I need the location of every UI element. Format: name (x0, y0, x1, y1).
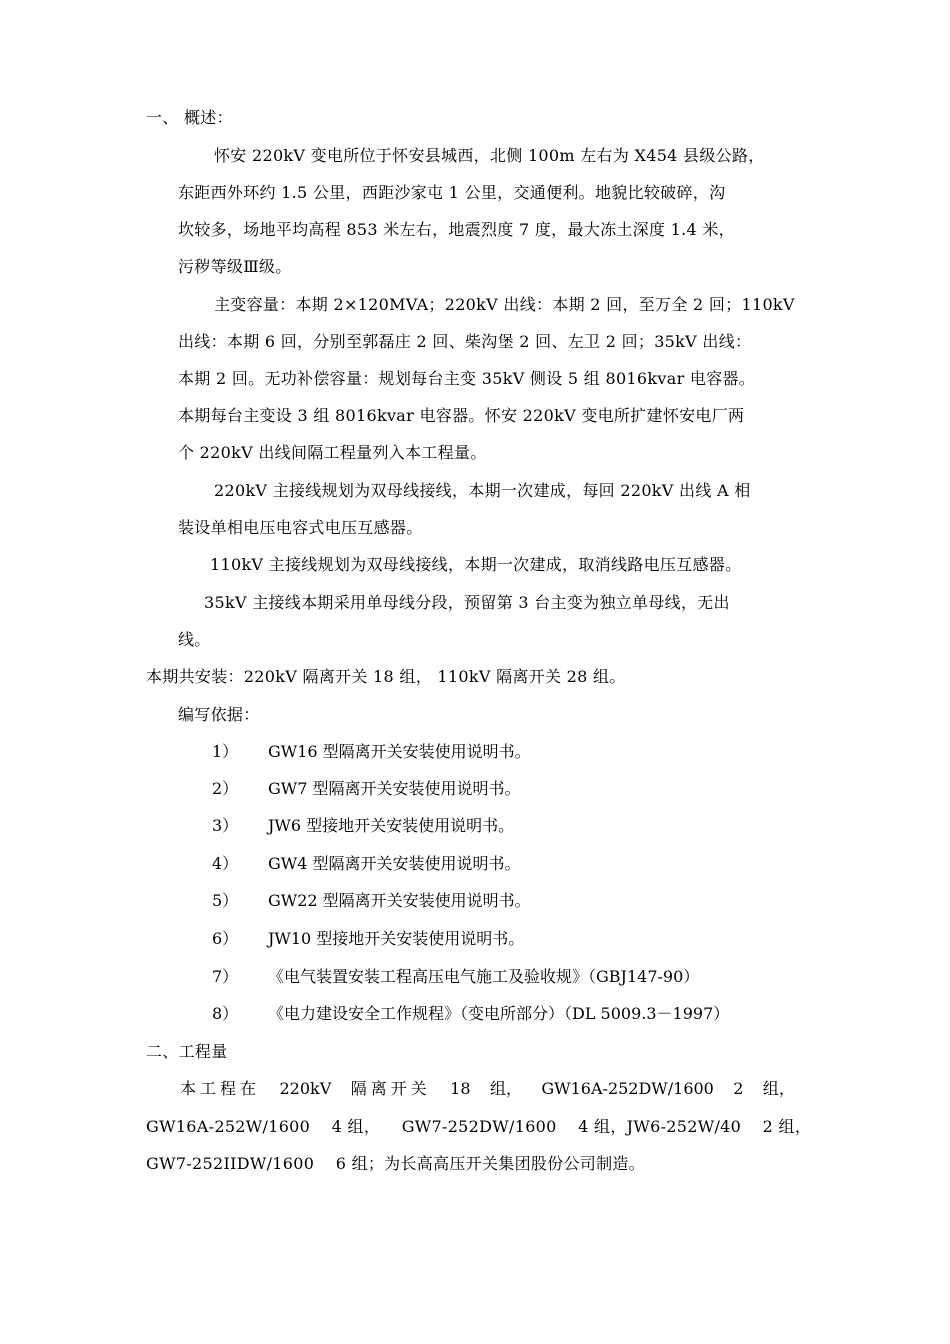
reference-number: 7） (212, 967, 239, 986)
section-1-heading: 一、 概述： (146, 108, 233, 127)
reference-number: 2） (212, 779, 239, 798)
installation-summary: 本期共安装：220kV 隔离开关 18 组， 110kV 隔离开关 28 组。 (146, 667, 626, 686)
paragraph-2-line-5: 个 220kV 出线间隔工程量列入本工程量。 (178, 443, 487, 462)
reference-item (0, 966, 950, 988)
paragraph-1-line-1: 怀安 220kV 变电所位于怀安县城西，北侧 100m 左右为 X454 县级公路， (214, 146, 765, 165)
reference-number: 5） (212, 891, 239, 910)
quantity-word: 本工程在 (180, 1079, 261, 1098)
reference-text: GW4 型隔离开关安装使用说明书。 (268, 854, 521, 873)
reference-item (0, 741, 950, 763)
quantity-word: 组， (489, 1079, 522, 1098)
reference-text: JW10 型接地开关安装使用说明书。 (268, 929, 525, 948)
reference-text: JW6 型接地开关安装使用说明书。 (268, 816, 515, 835)
paragraph-5-line-1: 35kV 主接线本期采用单母线分段，预留第 3 台主变为独立单母线，无出 (204, 593, 730, 612)
quantity-line-3: GW7-252IIDW/1600 6 组；为长高高压开关集团股份公司制造。 (146, 1154, 645, 1173)
reference-item (0, 890, 950, 912)
quantity-line-1 (180, 1078, 795, 1100)
reference-item (0, 1003, 950, 1025)
quantity-word: 18 (450, 1079, 471, 1098)
paragraph-1-line-2: 东距西外环约 1.5 公里，西距沙家屯 1 公里，交通便利。地貌比较破碎，沟 (178, 183, 726, 202)
paragraph-1-line-3: 坎较多，场地平均高程 853 米左右，地震烈度 7 度，最大冻土深度 1.4 米， (178, 220, 735, 239)
reference-item (0, 815, 950, 837)
reference-text: GW7 型隔离开关安装使用说明书。 (268, 779, 521, 798)
section-2-heading: 二、工程量 (146, 1042, 228, 1061)
quantity-word: GW16A-252DW/1600 (541, 1079, 714, 1098)
reference-number: 3） (212, 816, 239, 835)
basis-heading: 编写依据： (178, 705, 260, 724)
paragraph-1-line-4: 污秽等级Ⅲ级。 (178, 257, 292, 276)
quantity-word: 隔离开关 (350, 1079, 431, 1098)
paragraph-3-line-2: 装设单相电压电容式电压互感器。 (178, 518, 423, 537)
quantity-word: 220kV (279, 1079, 332, 1098)
reference-number: 8） (212, 1004, 239, 1023)
reference-text: 《电气装置安装工程高压电气施工及验收规》（GBJ147-90） (268, 967, 700, 986)
reference-text: 《电力建设安全工作规程》（变电所部分）（DL 5009.3－1997） (268, 1004, 730, 1023)
paragraph-2-line-2: 出线：本期 6 回，分别至郭磊庄 2 回、柴沟堡 2 回、左卫 2 回；35kV 出线： (178, 332, 752, 351)
quantity-word: 2 (733, 1079, 744, 1098)
reference-item (0, 928, 950, 950)
reference-number: 4） (212, 854, 239, 873)
reference-number: 6） (212, 929, 239, 948)
reference-text: GW22 型隔离开关安装使用说明书。 (268, 891, 531, 910)
paragraph-3-line-1: 220kV 主接线规划为双母线接线，本期一次建成，每回 220kV 出线 A 相 (214, 481, 751, 500)
paragraph-4: 110kV 主接线规划为双母线接线，本期一次建成，取消线路电压互感器。 (210, 555, 742, 574)
reference-item (0, 853, 950, 875)
reference-number: 1） (212, 742, 239, 761)
paragraph-5-line-2: 线。 (178, 630, 211, 649)
paragraph-2-line-3: 本期 2 回。无功补偿容量：规划每台主变 35kV 侧设 5 组 8016kvar 电容器。 (178, 369, 756, 388)
reference-item (0, 778, 950, 800)
paragraph-2-line-4: 本期每台主变设 3 组 8016kvar 电容器。怀安 220kV 变电所扩建怀安电厂两 (178, 406, 745, 425)
paragraph-2-line-1: 主变容量：本期 2×120MVA；220kV 出线：本期 2 回，至万全 2 回；110kV (214, 295, 795, 314)
reference-text: GW16 型隔离开关安装使用说明书。 (268, 742, 531, 761)
quantity-word: 组， (762, 1079, 795, 1098)
quantity-line-2: GW16A-252W/1600 4 组， GW7-252DW/1600 4 组，JW6-252W/40 2 组， (146, 1117, 812, 1136)
